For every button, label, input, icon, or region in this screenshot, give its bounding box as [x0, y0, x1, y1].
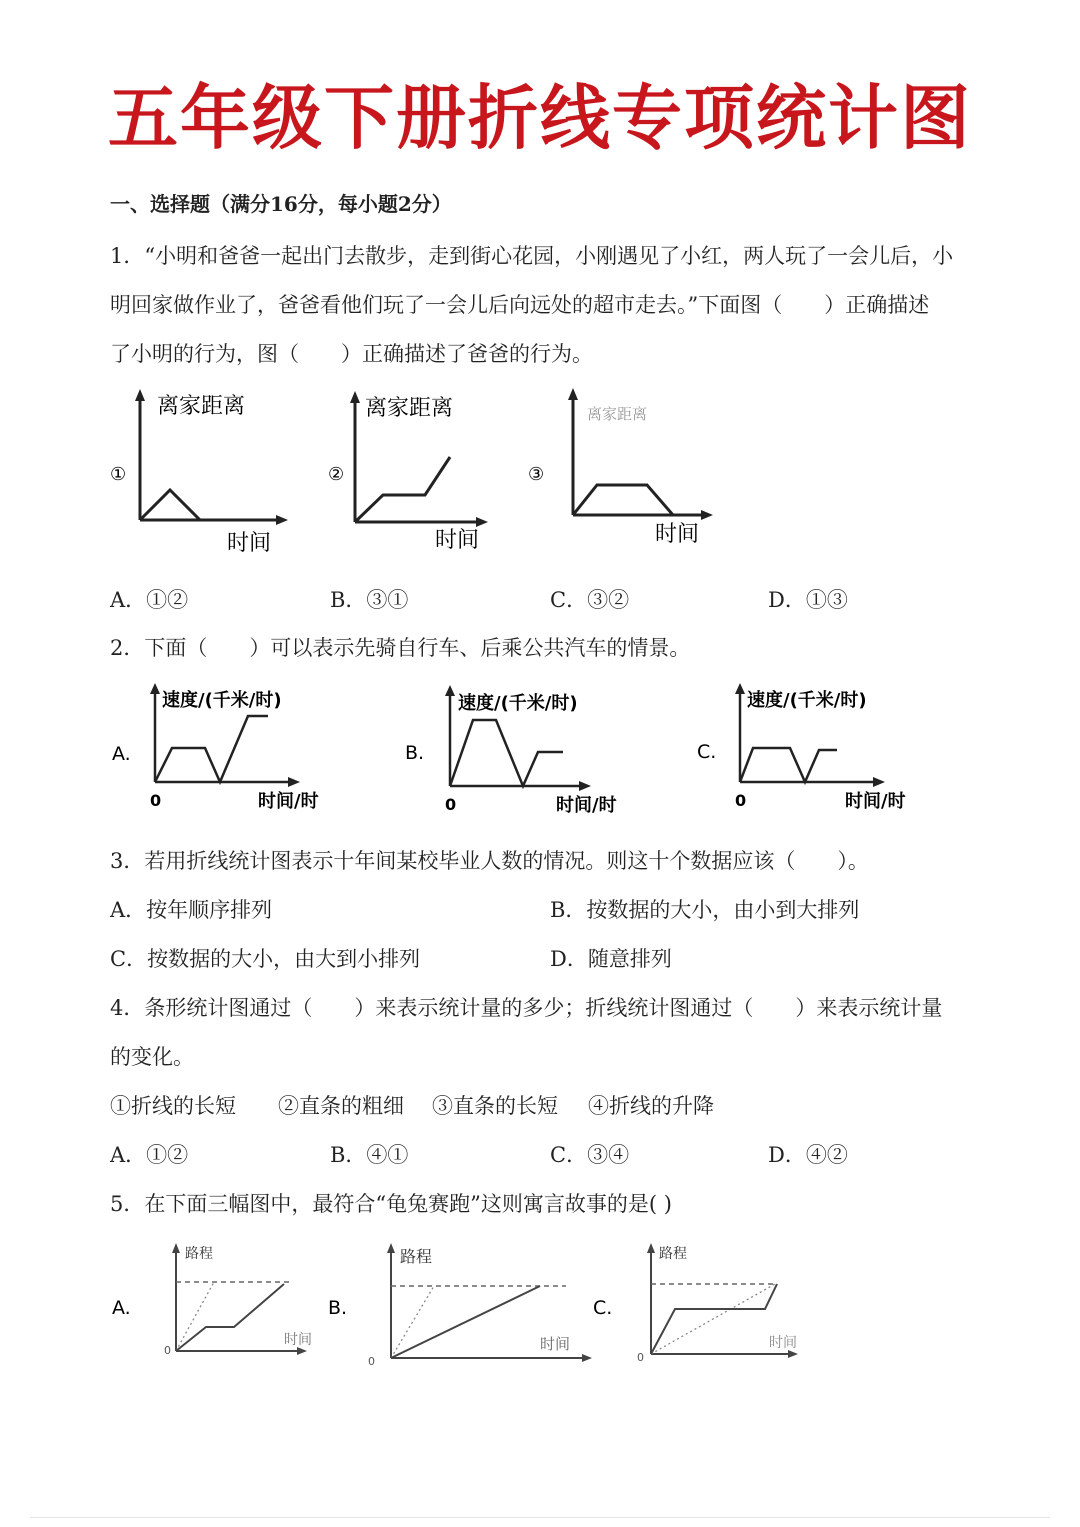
q1-graph-2-y-label: 离家距离 — [365, 396, 454, 421]
q2-graph-c-origin: 0 — [735, 791, 747, 810]
q3-option-d[interactable]: D．随意排列 — [550, 947, 672, 971]
q1-graph-1-x-label: 时间 — [227, 531, 272, 556]
q1-option-c[interactable]: C．③② — [550, 588, 630, 612]
q5-text: 5．在下面三幅图中，最符合“龟兔赛跑”这则寓言故事的是( ) — [110, 1192, 672, 1216]
q1-graph-2-line — [355, 457, 450, 522]
q5-graph-c[interactable] — [591, 1238, 821, 1368]
q4-choice-1: ①折线的长短 — [110, 1094, 236, 1118]
q4-option-a[interactable]: A．①② — [110, 1143, 189, 1167]
q1-option-d[interactable]: D．①③ — [768, 588, 848, 612]
q3-option-b[interactable]: B．按数据的大小，由小到大排列 — [550, 898, 860, 922]
q5-graph-b-tortoise-line — [391, 1286, 540, 1358]
q5-graph-a-label: A. — [112, 1297, 131, 1319]
q5-graph-c-origin: 0 — [637, 1351, 644, 1364]
q5-graph-c-label: C. — [593, 1297, 613, 1319]
q4-choice-3: ③直条的长短 — [432, 1094, 558, 1118]
q2-graph-a[interactable] — [110, 680, 350, 820]
q1-graph-3-marker: ③ — [528, 464, 545, 485]
q4-option-c[interactable]: C．③④ — [550, 1143, 630, 1167]
q1-graph-1-marker: ① — [110, 464, 127, 485]
q1-text-line-2: 明回家做作业了，爸爸看他们玩了一会儿后向远处的超市走去。”下面图（ ）正确描述 — [110, 293, 930, 317]
q5-graph-c-x-label: 时间 — [769, 1335, 797, 1351]
q2-graph-b[interactable] — [403, 682, 643, 822]
q4-option-d[interactable]: D．④② — [768, 1143, 848, 1167]
q2-graph-b-line — [450, 720, 563, 786]
q2-graph-c-y-label: 速度/(千米/时) — [747, 690, 867, 711]
q5-graph-a-tortoise-line — [176, 1284, 284, 1351]
q3-option-c[interactable]: C．按数据的大小，由大到小排列 — [110, 947, 421, 971]
q2-graph-b-label: B. — [405, 742, 425, 764]
q2-graph-b-x-label: 时间/时 — [556, 795, 617, 816]
q4-text-line-1: 4．条形统计图通过（ ）来表示统计量的多少；折线统计图通过（ ）来表示统计量 — [110, 996, 943, 1020]
q2-graph-a-label: A. — [112, 743, 131, 765]
section-heading: 一、选择题（满分16分，每小题2分） — [110, 192, 452, 216]
q1-option-b[interactable]: B．③① — [330, 588, 409, 612]
q1-text-line-3: 了小明的行为，图（ ）正确描述了爸爸的行为。 — [110, 342, 593, 366]
q3-option-a[interactable]: A．按年顺序排列 — [110, 898, 273, 922]
q1-graph-2-marker: ② — [328, 464, 345, 485]
q1-graph-1-line — [140, 490, 200, 520]
page-title: 五年级下册折线专项统计图 — [108, 77, 972, 159]
q1-graph-3-x-label: 时间 — [655, 522, 700, 547]
q4-option-b[interactable]: B．④① — [330, 1143, 409, 1167]
q2-graph-b-y-label: 速度/(千米/时) — [458, 693, 578, 714]
q1-graph-1 — [105, 385, 305, 560]
q2-graph-c-line — [740, 748, 837, 782]
q5-graph-a-x-label: 时间 — [284, 1332, 312, 1348]
q5-graph-a-origin: 0 — [164, 1344, 171, 1357]
q5-graph-a-y-label: 路程 — [185, 1246, 213, 1262]
q1-graph-3-line — [573, 485, 673, 515]
q4-choice-4: ④折线的升降 — [588, 1094, 714, 1118]
q2-graph-c-label: C. — [697, 741, 717, 763]
q5-graph-b-label: B. — [328, 1297, 348, 1319]
q5-graph-b[interactable] — [326, 1238, 586, 1368]
q2-graph-c[interactable] — [695, 680, 935, 820]
q2-graph-a-origin: 0 — [150, 791, 162, 810]
q5-graph-b-y-label: 路程 — [400, 1247, 433, 1266]
page-bottom-divider — [30, 1517, 1050, 1518]
q5-graph-a-hare-line — [176, 1282, 214, 1351]
q4-choice-2: ②直条的粗细 — [278, 1094, 404, 1118]
q1-graph-1-y-label: 离家距离 — [157, 394, 246, 419]
q3-text: 3．若用折线统计图表示十年间某校毕业人数的情况。则这十个数据应该（ ）。 — [110, 849, 869, 873]
q2-graph-c-x-label: 时间/时 — [845, 791, 906, 812]
q1-graph-2-x-label: 时间 — [435, 528, 480, 553]
q5-graph-b-x-label: 时间 — [540, 1335, 571, 1353]
q4-text-line-2: 的变化。 — [110, 1045, 194, 1069]
q1-text-line-1: 1．“小明和爸爸一起出门去散步，走到街心花园，小刚遇见了小红，两人玩了一会儿后，小 — [110, 244, 954, 268]
q2-graph-a-line — [155, 716, 268, 782]
q1-graph-3-y-label: 离家距离 — [587, 405, 648, 423]
q2-text: 2．下面（ ）可以表示先骑自行车、后乘公共汽车的情景。 — [110, 636, 691, 660]
q5-graph-b-origin: 0 — [368, 1355, 375, 1368]
q2-graph-a-y-label: 速度/(千米/时) — [162, 690, 282, 711]
q1-option-a[interactable]: A．①② — [110, 588, 189, 612]
q1-graph-3 — [525, 385, 725, 560]
q5-graph-a[interactable] — [110, 1238, 320, 1368]
q2-graph-a-x-label: 时间/时 — [258, 791, 319, 812]
q2-graph-b-origin: 0 — [445, 795, 457, 814]
q5-graph-c-y-label: 路程 — [659, 1246, 687, 1262]
q1-graph-2 — [325, 385, 525, 560]
